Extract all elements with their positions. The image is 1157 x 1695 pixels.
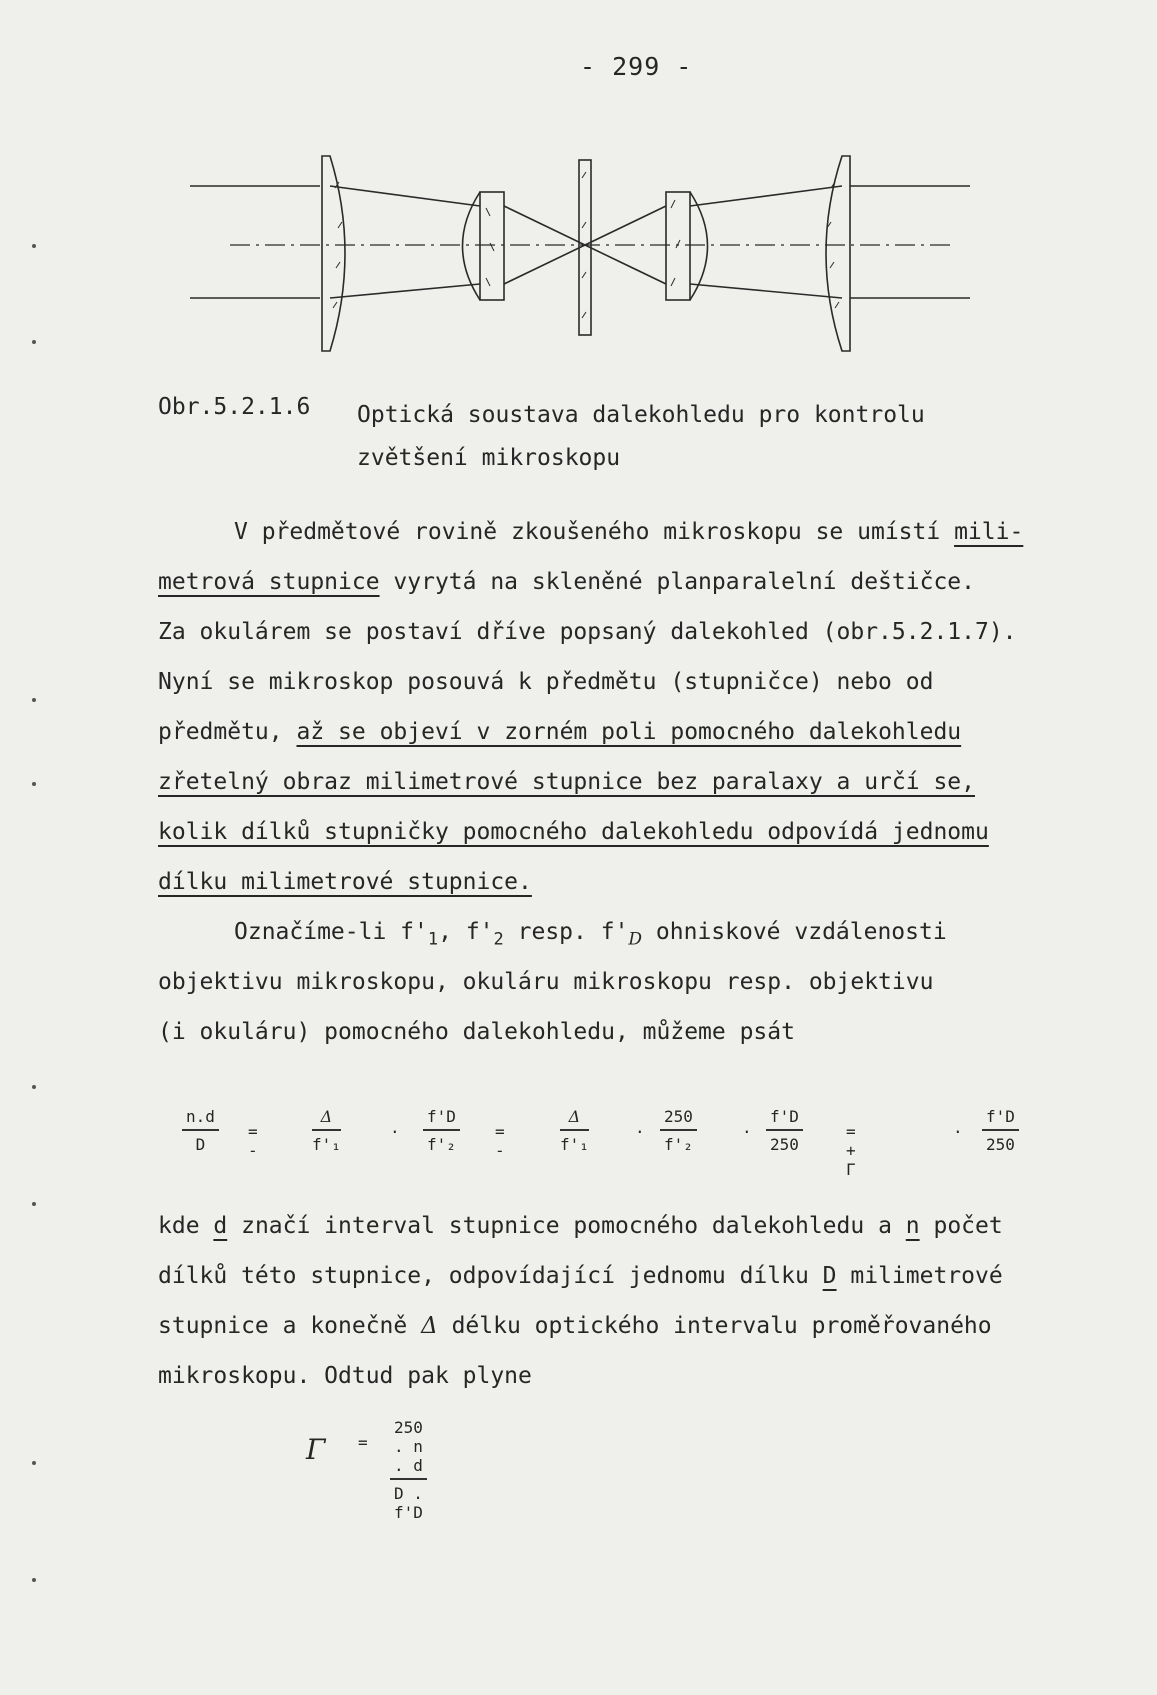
caption-line: zvětšení mikroskopu [357,445,621,471]
margin-mark [32,782,36,786]
fraction: $\frac{\Delta}{\text{f'₁}}$ [560,1107,589,1154]
text-line: předmětu, až se objeví v zorném poli pomocného dalekohledu [158,719,962,745]
text-line: metrová stupnice vyrytá na skleněné planparalelní deštičce. [158,569,975,595]
page-number: - 299 - [580,52,693,81]
margin-mark [32,698,36,702]
text-line: dílku milimetrové stupnice. [158,869,532,895]
optical-system-figure [190,148,970,358]
text-line: dílků této stupnice, odpovídající jednomu dílku D milimetrové [158,1263,1003,1289]
operator: = - [248,1122,258,1160]
operator: = + Γ [846,1122,856,1179]
fraction: $\frac{n.d}{D}$ [182,1107,219,1154]
operator: = [358,1433,368,1452]
text-line: Za okulárem se postaví dříve popsaný dalekohled (obr.5.2.1.7). [158,619,1017,645]
text-line: objektivu mikroskopu, okuláru mikroskopu resp. objektivu [158,969,934,995]
operator: . [635,1118,645,1137]
margin-mark [32,340,36,344]
text-line: kde d značí interval stupnice pomocného dalekohledu a n počet [158,1213,1003,1239]
fraction: $\frac{f'D}{250}$ [982,1107,1019,1154]
operator: = - [495,1122,505,1160]
figure-caption-number: Obr.5.2.1.6 [158,394,311,420]
margin-mark [32,1578,36,1582]
text-line: zřetelný obraz milimetrové stupnice bez paralaxy a určí se, [158,769,975,795]
margin-mark [32,1461,36,1465]
margin-mark [32,1085,36,1089]
text-line: Označíme-li $f'_1$, $f'_2$ resp. $f'_D$ ohniskové vzdálenosti [234,919,947,950]
fraction: $\frac{250 . n . d}{D . f'D}$ [390,1418,427,1522]
fraction: $\frac{\Delta}{\text{f'₁}}$ [312,1107,341,1154]
operator: . [953,1118,963,1137]
figure-caption [357,394,925,480]
text-line: (i okuláru) pomocného dalekohledu, můžeme psát [158,1019,795,1045]
gamma-symbol: Γ [306,1433,326,1466]
margin-mark [32,244,36,248]
fraction: $\frac{250}{\text{f'₂}}$ [660,1107,697,1154]
fraction: $\frac{f'D}{250}$ [766,1107,803,1154]
text-line: Nyní se mikroskop posouvá k předmětu (stupničce) nebo od [158,669,934,695]
text-line: mikroskopu. Odtud pak plyne [158,1363,532,1389]
fraction: $\frac{f'D}{\text{f'₂}}$ [423,1107,460,1154]
operator: . [390,1118,400,1137]
operator: . [742,1118,752,1137]
text-line: V předmětové rovině zkoušeného mikroskopu se umístí mili- [234,519,1024,545]
text-line: stupnice a konečně Δ délku optického intervalu proměřovaného [158,1313,992,1339]
margin-mark [32,1202,36,1206]
text-line: kolik dílků stupničky pomocného dalekohledu odpovídá jednomu [158,819,989,845]
caption-line: Optická soustava dalekohledu pro kontrolu [357,402,925,428]
